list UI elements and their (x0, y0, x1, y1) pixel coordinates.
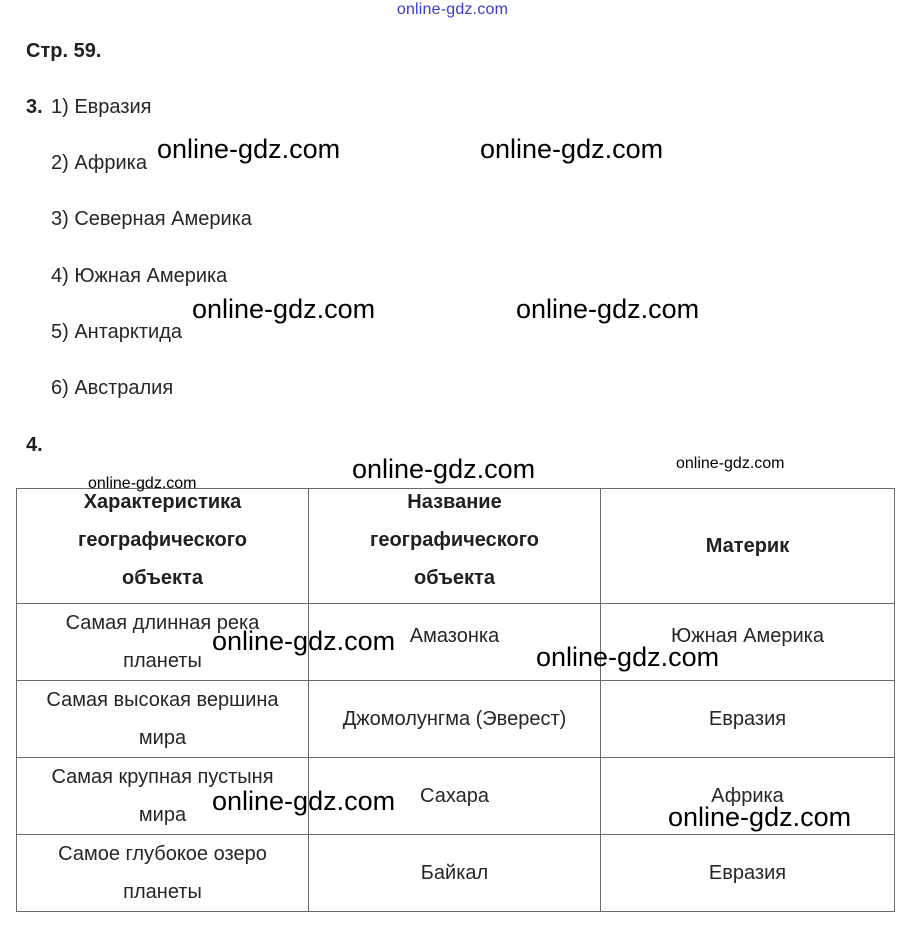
watermark: online-gdz.com (157, 134, 341, 164)
table-cell-object-name: Амазонка (309, 604, 601, 681)
table-row (17, 681, 895, 758)
table-cell-continent: Южная Америка (601, 604, 895, 681)
watermark: online-gdz.com (516, 294, 700, 324)
table-cell-continent: Африка (601, 758, 895, 835)
watermark: online-gdz.com (192, 294, 376, 324)
table-cell-object-name: Джомолунгма (Эверест) (309, 681, 601, 758)
table-row (17, 835, 895, 912)
watermark: online-gdz.com (676, 455, 785, 472)
table-header-row (17, 489, 895, 604)
site-header-link[interactable]: online-gdz.com (396, 1, 509, 18)
table-cell-characteristic: Самая высокая вершина мира (17, 681, 309, 758)
watermark: online-gdz.com (88, 475, 197, 492)
table-cell-continent: Евразия (601, 835, 895, 912)
watermark: online-gdz.com (480, 134, 664, 164)
list-item: 6) Австралия (51, 377, 174, 399)
watermark: online-gdz.com (352, 454, 536, 484)
table-row (17, 604, 895, 681)
list-item: 2) Африка (51, 152, 147, 174)
table-cell-characteristic: Самая длинная река планеты (17, 604, 309, 681)
table-cell-characteristic: Самая крупная пустыня мира (17, 758, 309, 835)
watermark: online-gdz.com (212, 626, 396, 656)
watermark: online-gdz.com (212, 786, 396, 816)
watermark: online-gdz.com (536, 642, 720, 672)
list-item: 4) Южная Америка (51, 265, 228, 287)
task-3-number: 3. (26, 96, 43, 118)
watermark: online-gdz.com (668, 802, 852, 832)
list-item: 1) Евразия (51, 96, 152, 118)
page-reference: Стр. 59. (26, 40, 102, 62)
table-cell-object-name: Байкал (309, 835, 601, 912)
list-item: 3) Северная Америка (51, 208, 252, 230)
list-item: 5) Антарктида (51, 321, 183, 343)
table-cell-object-name: Сахара (309, 758, 601, 835)
table-cell-characteristic: Самое глубокое озеро планеты (17, 835, 309, 912)
header-object-name: Название географического объекта (309, 489, 601, 604)
header-characteristic: Характеристика географического объекта (17, 489, 309, 604)
header-continent: Материк (601, 489, 895, 604)
table-cell-continent: Евразия (601, 681, 895, 758)
task-4-number: 4. (26, 434, 43, 456)
geo-objects-table (16, 488, 895, 912)
